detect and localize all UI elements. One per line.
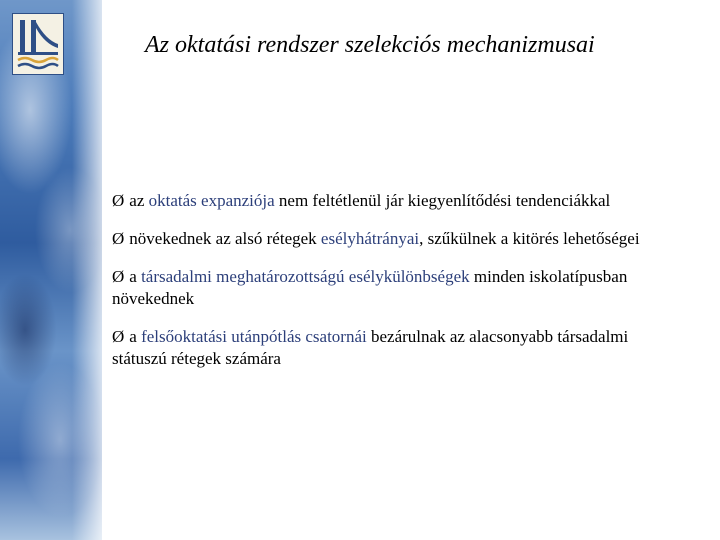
logo <box>12 13 64 75</box>
list-item <box>112 228 672 250</box>
bullet-text: növekednek az alsó rétegek <box>129 229 321 248</box>
bullet-highlight: oktatás expanziója <box>148 191 275 210</box>
list-item <box>112 266 672 310</box>
bullet-text: bezárulnak az alacsonyabb társadalmi státuszú rétegek számára <box>112 327 629 368</box>
page-title: Az oktatási rendszer szelekciós mechanizmusai <box>145 32 595 58</box>
arrow-bullet-icon: Ø <box>112 267 125 286</box>
bullet-highlight: felsőoktatási utánpótlás csatornái <box>141 327 367 346</box>
arrow-bullet-icon: Ø <box>112 229 125 248</box>
list-item <box>112 326 672 370</box>
bullet-highlight: társadalmi meghatározottságú esélykülönbségek <box>141 267 470 286</box>
arrow-bullet-icon: Ø <box>112 191 125 210</box>
decorative-sidebar <box>0 0 102 540</box>
list-item <box>112 190 672 212</box>
bullet-text: az <box>129 191 149 210</box>
bridge-logo-icon <box>13 14 63 74</box>
bullet-text: minden iskolatípusban növekednek <box>112 267 628 308</box>
bullet-text: a <box>129 327 142 346</box>
bullet-text: a <box>129 267 142 286</box>
arrow-bullet-icon: Ø <box>112 327 125 346</box>
bullet-text: , szűkülnek a kitörés lehetőségei <box>419 229 640 248</box>
bullet-text: nem feltétlenül jár kiegyenlítődési tendenciákkal <box>274 191 611 210</box>
bullet-highlight: esélyhátrányai <box>320 229 420 248</box>
bullet-list <box>112 190 672 386</box>
